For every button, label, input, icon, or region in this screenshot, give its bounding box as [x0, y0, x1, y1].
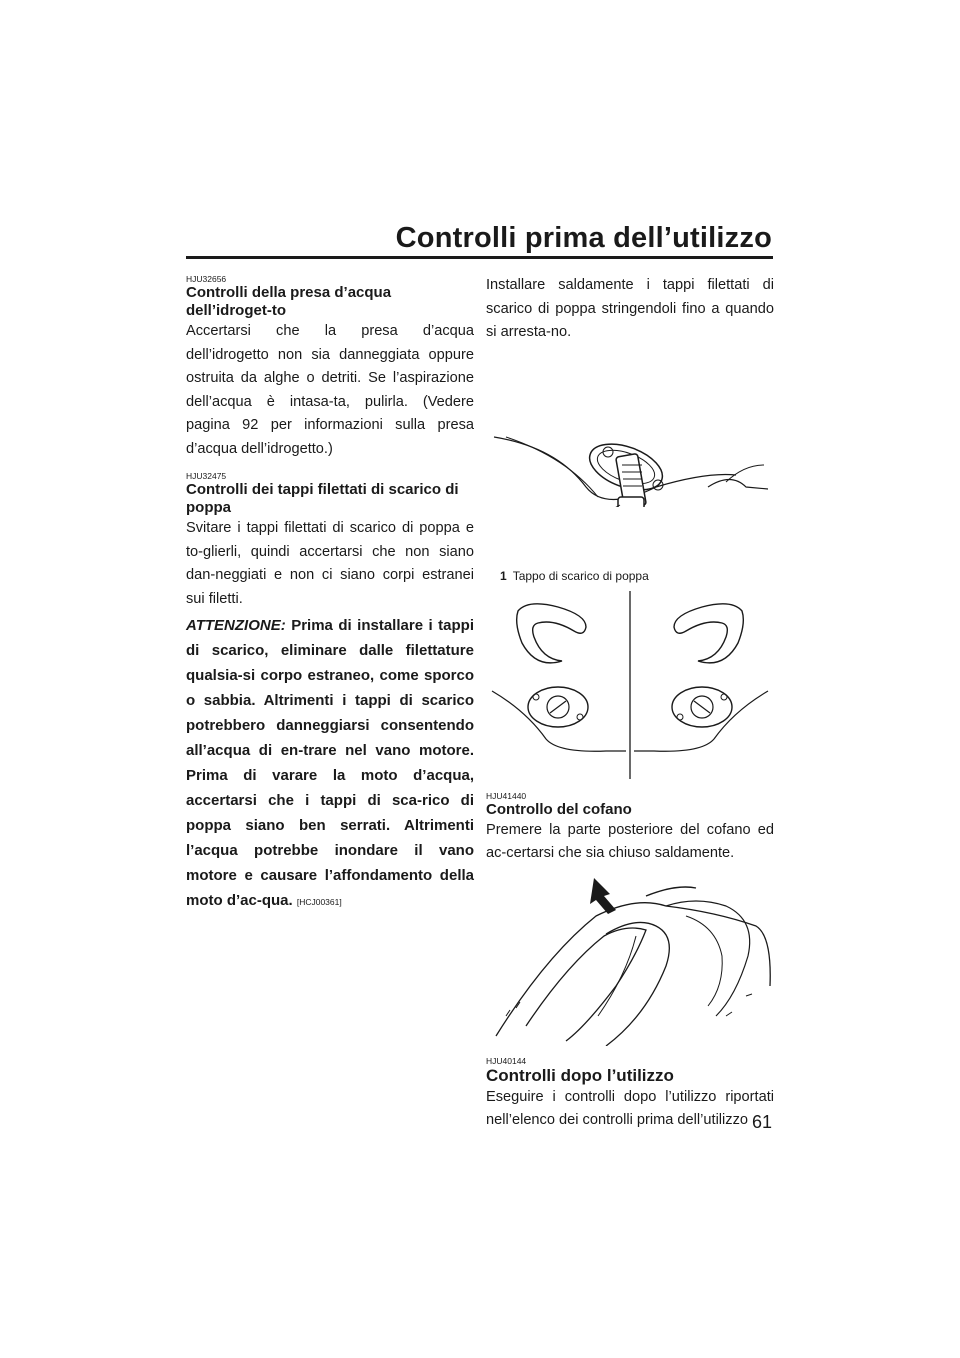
section-body-jet-intake: Accertarsi che la presa d’acqua dell’idrogetto non sia danneggiata oppure ostruita da alghe o detriti. Se l’aspirazione dell’acqua è intasa-ta, pulirla. (Vedere pagina 92 per informazioni sulla presa d’acqua dell’idrogetto.): [186, 323, 474, 457]
section-code: HJU40144: [486, 1055, 527, 1066]
caution-label: ATTENZIONE:: [186, 617, 286, 634]
section-body-seat-check: Premere la parte posteriore del cofano ed ac-certarsi che sia chiuso saldamente.: [486, 821, 774, 861]
section-heading-seat-check: Controllo del cofano: [486, 800, 632, 818]
caution-notice: [186, 613, 474, 915]
page-number: 61: [751, 1112, 772, 1132]
page-title: Controlli prima dell’utilizzo: [395, 222, 772, 254]
section-code: HJU32656: [186, 274, 227, 284]
figure-caption: [500, 569, 774, 583]
caution-ref: [HCJ00361]: [296, 897, 342, 907]
section-body-after-use: Eseguire i controlli dopo l’utilizzo riportati nell’elenco dei controlli prima dell’utilizzo: [486, 1088, 774, 1128]
drain-plug-install-text: Installare saldamente i tappi filettati di scarico di poppa stringendoli fino a quando si arresta-no.: [486, 277, 774, 340]
watercraft-seat-illustration: [486, 876, 774, 1046]
section-heading-drain-plugs: Controlli dei tappi filettati di scarico di poppa: [186, 481, 459, 516]
caption-number: 1: [500, 568, 507, 583]
left-column: [186, 274, 474, 915]
section-code: HJU32475: [186, 471, 227, 481]
section-heading-jet-intake: Controlli della presa d’acqua dell’idroget-to: [186, 284, 392, 319]
section-heading-after-use: Controlli dopo l’utilizzo: [486, 1065, 674, 1085]
caption-text: Tappo di scarico di poppa: [512, 568, 649, 583]
section-code: HJU41440: [486, 790, 527, 801]
drain-plug-illustration: [486, 347, 774, 507]
drain-plug-sides-illustration: [486, 591, 774, 779]
section-body-drain-plugs: Svitare i tappi filettati di scarico di poppa e to-glierli, quindi accertarsi che non siano dan-neggiati e non ci siano corpi estranei sui filetti.: [186, 520, 474, 607]
caution-text: Prima di installare i tappi di scarico, eliminare dalle filettature qualsia-si corpo estraneo, come sporco o sabbia. Altrimenti i tappi di scarico potrebbero danneggiarsi consentendo all’acqua di en-trare nel vano motore. Prima di varare la moto d’acqua, accertarsi che i tappi di sca-rico di poppa siano ben serrati. Altrimenti l’acqua potrebbe inondare il vano motore e causare l’affondamento della moto d’ac-qua.: [186, 617, 474, 909]
title-rule: [186, 256, 773, 259]
right-column: [486, 274, 774, 1135]
